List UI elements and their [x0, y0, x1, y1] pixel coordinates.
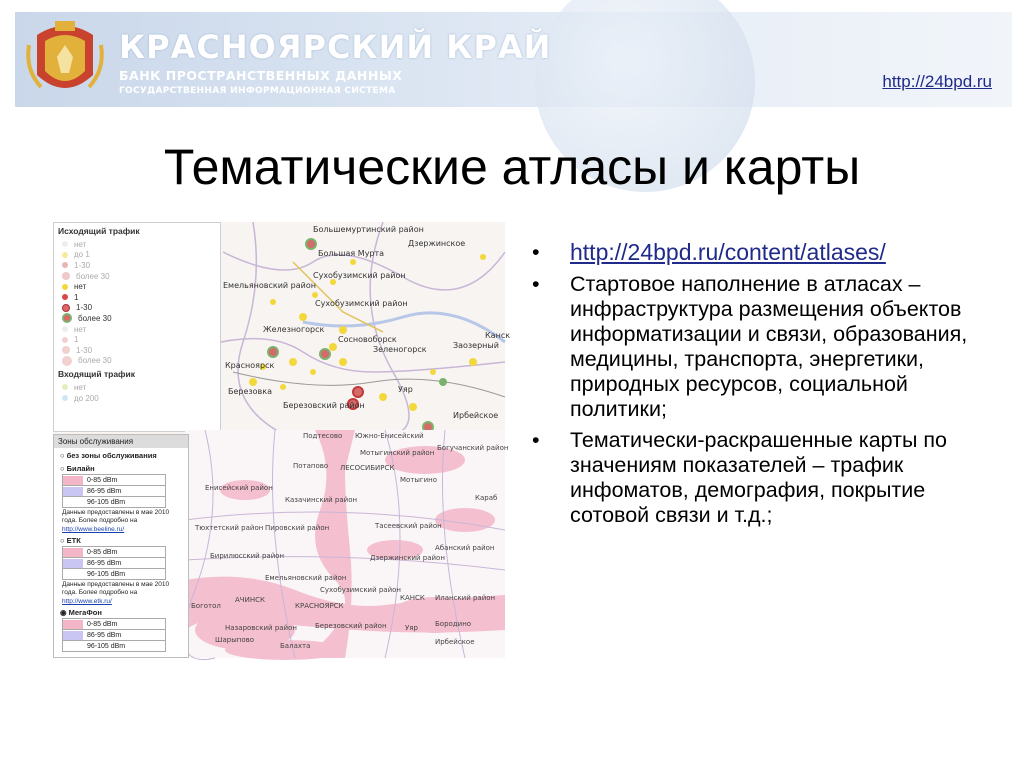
map-label: Тюхтетский район	[195, 524, 264, 532]
banner-subtitle-2: ГОСУДАРСТВЕННАЯ ИНФОРМАЦИОННАЯ СИСТЕМА	[119, 86, 396, 96]
map-label: Караб	[475, 494, 498, 502]
map-label: Емельяновский район	[223, 281, 316, 290]
bullet-list	[530, 240, 1000, 534]
bullet-icon: •	[532, 428, 540, 452]
legend-row: более 30	[54, 313, 220, 324]
map-label: Подтесово	[303, 432, 343, 440]
map-label: Березовский район	[315, 622, 387, 630]
radio-etk[interactable]: ○ ЕТК	[60, 536, 81, 545]
banner-subtitle: БАНК ПРОСТРАНСТВЕННЫХ ДАННЫХ	[119, 68, 403, 83]
bullet-icon: •	[532, 272, 540, 296]
legend-row: 1	[54, 292, 220, 303]
banner-title: КРАСНОЯРСКИЙ КРАЙ	[119, 28, 552, 66]
map-label: Абанский район	[435, 544, 495, 552]
map-label: Сухобузимский район	[313, 271, 406, 280]
legend-heading-in: Входящий трафик	[58, 369, 135, 380]
map-label: Канск	[485, 331, 511, 340]
map-label: Ирбейское	[453, 411, 499, 420]
map-label: Дзержинский район	[370, 554, 445, 562]
legend-row: нет	[54, 324, 220, 335]
map-label: Заозерный	[453, 341, 499, 350]
bullet-text: Тематически-раскрашенные карты по значениям показателей – трафик инфоматов, демография, покрытие сотовой связи и т.д.;	[570, 428, 948, 527]
map-label: Тасеевский район	[375, 522, 442, 530]
map-label: Южно-Енисейский	[355, 432, 424, 440]
coverage-range: 96-105 dBm	[62, 569, 166, 580]
legend-row: нет	[54, 239, 220, 250]
map-label: Потапово	[293, 462, 329, 470]
map-label: Емельяновский район	[265, 574, 347, 582]
map-screenshots	[53, 222, 511, 658]
map-label: Березовский район	[283, 401, 365, 410]
legend-row: 1-30	[54, 345, 220, 356]
map-label: КРАСНОЯРСК	[295, 602, 344, 610]
legend-row: нет	[54, 281, 220, 292]
map-label: Большемуртинский район	[313, 225, 424, 234]
map-label: Казачинский район	[285, 496, 358, 504]
legend-row: более 30	[54, 271, 220, 282]
map-label: Бородино	[435, 620, 472, 628]
atlases-link[interactable]: http://24bpd.ru/content/atlases/	[570, 239, 886, 265]
map-label: Сухобузимский район	[320, 586, 402, 594]
legend-row: нет	[54, 382, 220, 393]
map-label: Иланский район	[435, 594, 496, 602]
coverage-range: 0-85 dBm	[62, 474, 166, 486]
header-link[interactable]: http://24bpd.ru	[882, 72, 992, 91]
map-label: Дзержинское	[408, 239, 466, 248]
radio-megafon[interactable]: ◉ МегаФон	[60, 608, 102, 617]
map-label: Мотыгинский район	[360, 449, 435, 457]
radio-no-zone[interactable]: ○ без зоны обслуживания	[60, 451, 157, 460]
map-label: КАНСК	[400, 594, 425, 602]
operator-note: Данные предоставлены в мае 2010 года. Более подробно на	[62, 581, 170, 596]
coverage-range: 86-95 dBm	[62, 558, 166, 569]
map-label: Мотыгино	[400, 476, 438, 484]
map-label: Ирбейское	[435, 638, 475, 646]
map-label: Шарыпово	[215, 636, 255, 644]
map-label: Большая Мурта	[318, 249, 385, 258]
bullet-item	[530, 428, 1000, 528]
map-label: Назаровский район	[225, 624, 297, 632]
map-label: Боготол	[191, 602, 221, 610]
map-label: Зеленогорск	[373, 345, 427, 354]
coverage-legend	[53, 434, 189, 658]
coverage-map	[185, 430, 509, 658]
coverage-legend-heading: Зоны обслуживания	[54, 435, 188, 448]
legend-row: 1-30	[54, 303, 220, 314]
slide-title: Тематические атласы и карты	[163, 139, 861, 195]
bullet-item	[530, 272, 1000, 422]
map-label: ЛЕСОСИБИРСК	[340, 464, 395, 472]
map-label: Богучанский район	[437, 444, 509, 452]
map-label: Красноярск	[225, 361, 275, 370]
traffic-legend	[53, 222, 221, 432]
coverage-range: 86-95 dBm	[62, 630, 166, 641]
map-label: Уяр	[398, 385, 413, 394]
map-label: Енисейский район	[205, 484, 273, 492]
legend-row: 1-30	[54, 260, 220, 271]
map-label: Бирилюсский район	[210, 552, 285, 560]
radio-beeline[interactable]: ○ Билайн	[60, 464, 95, 473]
coverage-range: 96-105 dBm	[62, 497, 166, 508]
legend-row: до 200	[54, 393, 220, 404]
coverage-range: 0-85 dBm	[62, 546, 166, 558]
legend-heading-out: Исходящий трафик	[58, 226, 140, 236]
legend-row: до 1	[54, 250, 220, 261]
map-label: Пировский район	[265, 524, 330, 532]
coverage-range: 0-85 dBm	[62, 618, 166, 630]
map-label: Уяр	[405, 624, 418, 632]
coverage-range: 96-105 dBm	[62, 641, 166, 652]
map-label: Березовка	[228, 387, 273, 396]
map-label: Балахта	[280, 642, 311, 650]
header-banner	[15, 12, 1012, 107]
operator-link[interactable]: http://www.etk.ru/	[62, 598, 112, 605]
legend-row: 1	[54, 334, 220, 345]
legend-row: более 30	[54, 356, 220, 367]
coverage-range: 86-95 dBm	[62, 486, 166, 497]
map-label: АЧИНСК	[235, 596, 265, 604]
operator-link[interactable]: http://www.beeline.ru/	[62, 526, 125, 533]
map-label: Сосновоборск	[338, 335, 397, 344]
map-label: Сухобузимский район	[315, 299, 408, 308]
bullet-text: Стартовое наполнение в атласах – инфраструктура размещения объектов информатизации и связи, образования, медицины, транспорта, энергетики, природных ресурсов, социальной политики;	[570, 272, 968, 421]
map-label: Железногорск	[263, 325, 325, 334]
bullet-item	[530, 240, 1000, 266]
bullet-icon: •	[532, 240, 540, 264]
operator-note: Данные предоставлены в мае 2010 года. Более подробно на	[62, 509, 170, 524]
coat-of-arms-icon	[25, 15, 105, 103]
